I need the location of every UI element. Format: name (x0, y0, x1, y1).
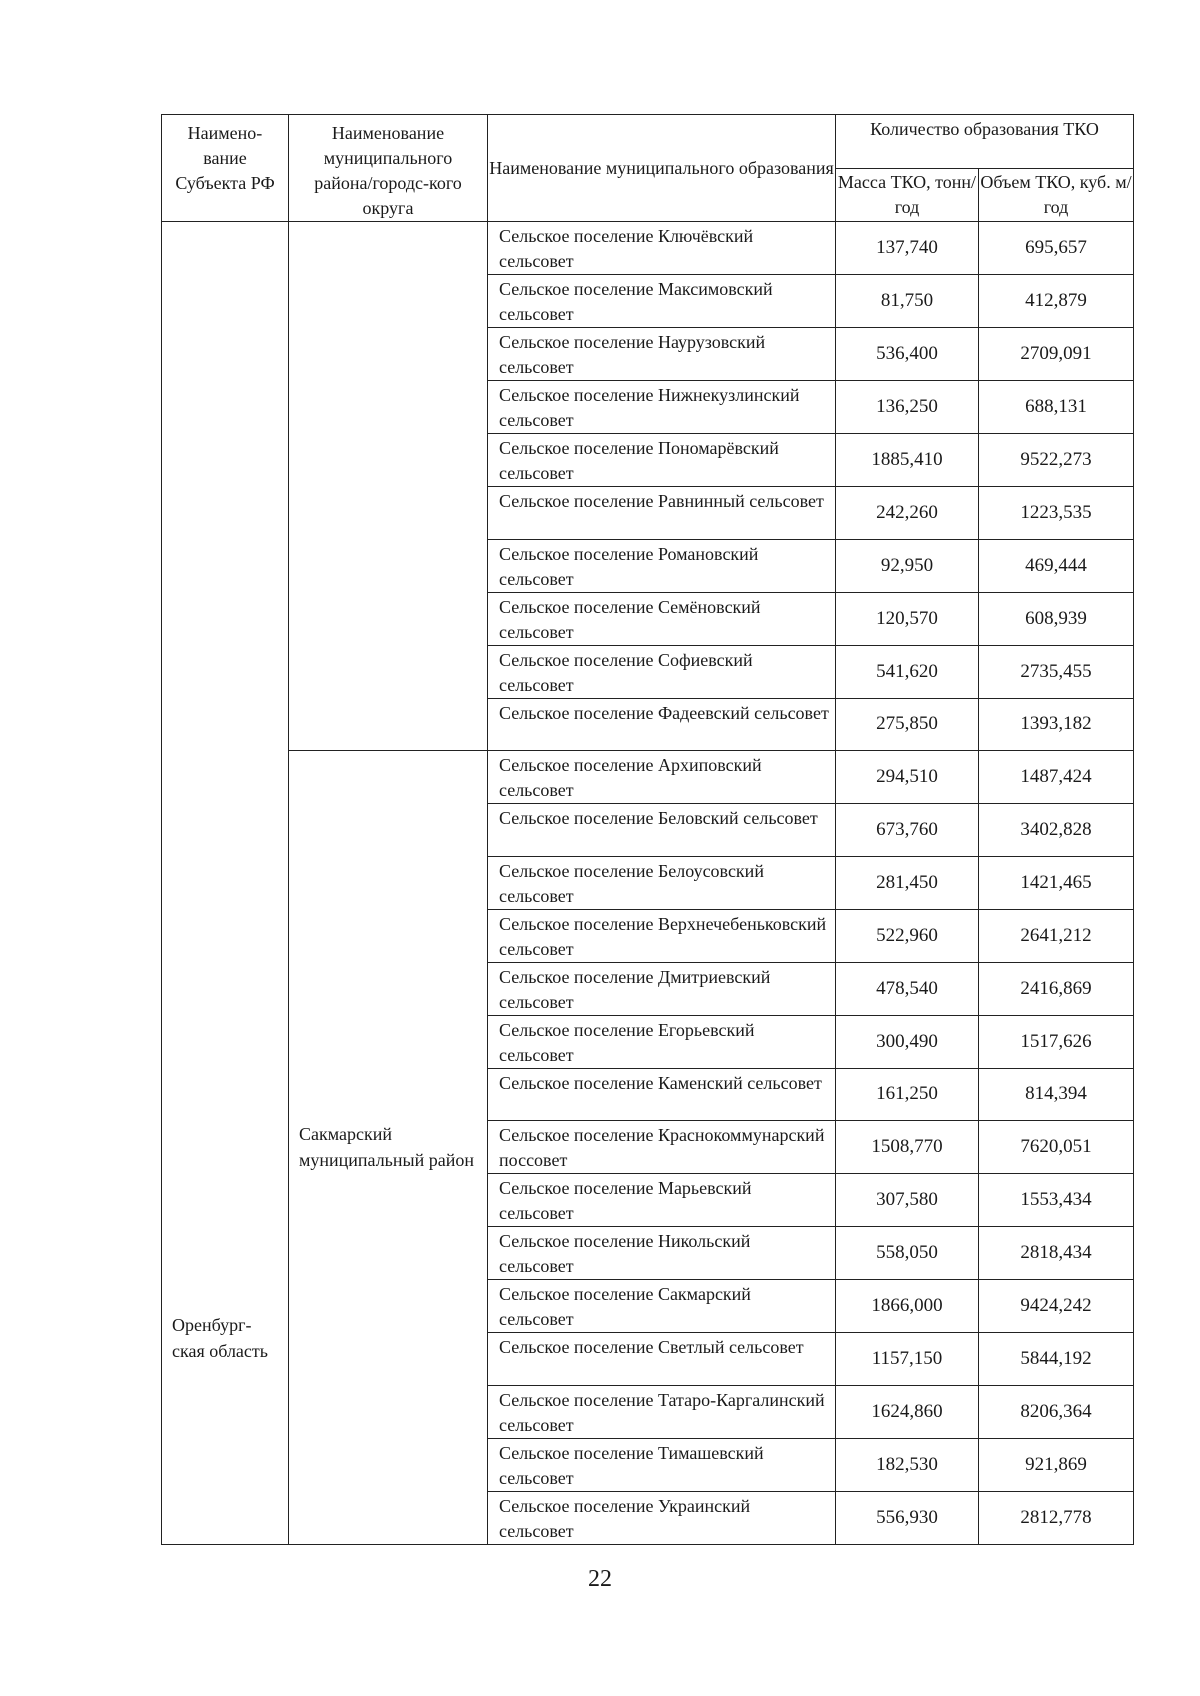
mass-value: 541,620 (836, 645, 979, 698)
header-quantity: Количество образования ТКО (836, 115, 1134, 169)
volume-value: 814,394 (979, 1068, 1134, 1121)
mass-value: 275,850 (836, 698, 979, 751)
mass-value: 673,760 (836, 804, 979, 857)
municipality-name: Сельское поселение Наурузовский сельсовет (488, 328, 836, 381)
municipality-name: Сельское поселение Светлый сельсовет (488, 1333, 836, 1386)
page-number: 22 (588, 1566, 612, 1592)
volume-value: 2735,455 (979, 645, 1134, 698)
mass-value: 137,740 (836, 222, 979, 275)
header-mass: Масса ТКО, тонн/год (836, 168, 979, 222)
mass-value: 1866,000 (836, 1280, 979, 1333)
municipality-name: Сельское поселение Нижнекузлинский сельсовет (488, 381, 836, 434)
municipality-name: Сельское поселение Ключёвский сельсовет (488, 222, 836, 275)
mass-value: 136,250 (836, 381, 979, 434)
volume-value: 608,939 (979, 592, 1134, 645)
municipality-name: Сельское поселение Каменский сельсовет (488, 1068, 836, 1121)
municipality-name: Сельское поселение Пономарёвский сельсовет (488, 434, 836, 487)
volume-value: 5844,192 (979, 1333, 1134, 1386)
table-body (162, 222, 1134, 1545)
municipality-name: Сельское поселение Беловский сельсовет (488, 804, 836, 857)
municipality-name: Сельское поселение Дмитриевский сельсовет (488, 962, 836, 1015)
mass-value: 556,930 (836, 1491, 979, 1544)
municipality-name: Сельское поселение Тимашевский сельсовет (488, 1438, 836, 1491)
table-row (162, 751, 1134, 804)
mass-value: 294,510 (836, 751, 979, 804)
municipality-name: Сельское поселение Максимовский сельсовет (488, 275, 836, 328)
volume-value: 2818,434 (979, 1227, 1134, 1280)
mass-value: 1157,150 (836, 1333, 979, 1386)
volume-value: 3402,828 (979, 804, 1134, 857)
header-district: Наименование муниципального района/городс-кого округа (289, 115, 488, 222)
municipality-name: Сельское поселение Софиевский сельсовет (488, 645, 836, 698)
volume-value: 695,657 (979, 222, 1134, 275)
volume-value: 2709,091 (979, 328, 1134, 381)
municipality-name: Сельское поселение Семёновский сельсовет (488, 592, 836, 645)
municipality-name: Сельское поселение Равнинный сельсовет (488, 487, 836, 540)
mass-value: 281,450 (836, 856, 979, 909)
volume-value: 1553,434 (979, 1174, 1134, 1227)
mass-value: 1508,770 (836, 1121, 979, 1174)
volume-value: 1517,626 (979, 1015, 1134, 1068)
volume-value: 469,444 (979, 539, 1134, 592)
mass-value: 307,580 (836, 1174, 979, 1227)
table-row (162, 222, 1134, 275)
mass-value: 300,490 (836, 1015, 979, 1068)
mass-value: 536,400 (836, 328, 979, 381)
volume-value: 9424,242 (979, 1280, 1134, 1333)
mass-value: 161,250 (836, 1068, 979, 1121)
mass-value: 558,050 (836, 1227, 979, 1280)
volume-value: 8206,364 (979, 1385, 1134, 1438)
mass-value: 522,960 (836, 909, 979, 962)
header-municipality: Наименование муниципального образования (488, 115, 836, 222)
municipality-name: Сельское поселение Фадеевский сельсовет (488, 698, 836, 751)
mass-value: 242,260 (836, 487, 979, 540)
volume-value: 688,131 (979, 381, 1134, 434)
volume-value: 1487,424 (979, 751, 1134, 804)
volume-value: 412,879 (979, 275, 1134, 328)
mass-value: 92,950 (836, 539, 979, 592)
header-volume: Объем ТКО, куб. м/год (979, 168, 1134, 222)
mass-value: 120,570 (836, 592, 979, 645)
mass-value: 1885,410 (836, 434, 979, 487)
municipality-name: Сельское поселение Романовский сельсовет (488, 539, 836, 592)
municipality-name: Сельское поселение Сакмарский сельсовет (488, 1280, 836, 1333)
waste-table (161, 114, 1134, 1545)
subject-name: Оренбург-ская область (162, 222, 289, 1545)
municipality-name: Сельское поселение Краснокоммунарский поссовет (488, 1121, 836, 1174)
municipality-name: Сельское поселение Верхнечебеньковский сельсовет (488, 909, 836, 962)
volume-value: 9522,273 (979, 434, 1134, 487)
mass-value: 182,530 (836, 1438, 979, 1491)
municipality-name: Сельское поселение Егорьевский сельсовет (488, 1015, 836, 1068)
mass-value: 81,750 (836, 275, 979, 328)
district-name-2: Сакмарский муниципальный район (289, 751, 488, 1545)
municipality-name: Сельское поселение Никольский сельсовет (488, 1227, 836, 1280)
volume-value: 1223,535 (979, 487, 1134, 540)
volume-value: 921,869 (979, 1438, 1134, 1491)
volume-value: 7620,051 (979, 1121, 1134, 1174)
header-subject: Наимено-вание Субъекта РФ (162, 115, 289, 222)
volume-value: 2812,778 (979, 1491, 1134, 1544)
volume-value: 2416,869 (979, 962, 1134, 1015)
volume-value: 1393,182 (979, 698, 1134, 751)
municipality-name: Сельское поселение Архиповский сельсовет (488, 751, 836, 804)
volume-value: 1421,465 (979, 856, 1134, 909)
municipality-name: Сельское поселение Белоусовский сельсовет (488, 856, 836, 909)
municipality-name: Сельское поселение Татаро-Каргалинский сельсовет (488, 1385, 836, 1438)
mass-value: 478,540 (836, 962, 979, 1015)
mass-value: 1624,860 (836, 1385, 979, 1438)
municipality-name: Сельское поселение Украинский сельсовет (488, 1491, 836, 1544)
volume-value: 2641,212 (979, 909, 1134, 962)
district-name-1 (289, 222, 488, 751)
municipality-name: Сельское поселение Марьевский сельсовет (488, 1174, 836, 1227)
